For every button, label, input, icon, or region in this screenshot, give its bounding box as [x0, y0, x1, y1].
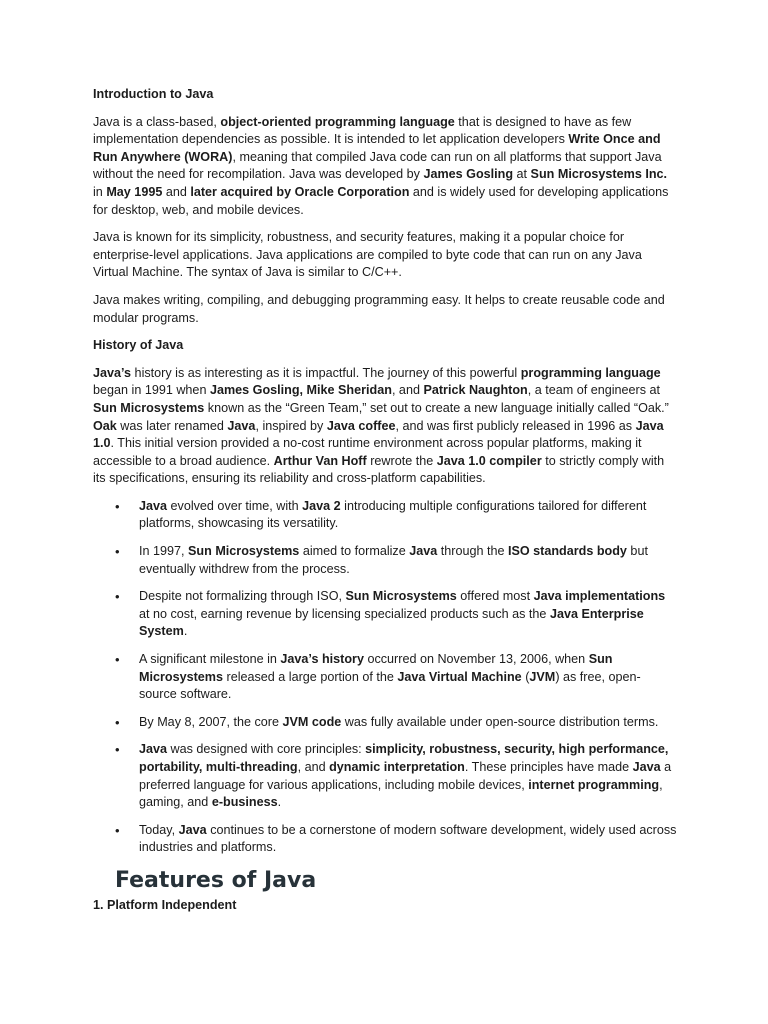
bold-text: Arthur Van Hoff — [273, 453, 367, 468]
bold-text: Sun Microsystems Inc. — [530, 167, 668, 182]
bullet-item: • Despite not formalizing through ISO, Sun Microsystems offered most Java implementations at no cost, earning revenue by licensing specialized products such as the Java Enterprise System. — [93, 588, 678, 641]
bold-text: JVM — [529, 669, 556, 684]
bold-text: Sun Microsystems — [93, 400, 205, 415]
bold-text: May 1995 — [106, 184, 163, 199]
bullet-item: • A significant milestone in Java’s history occurred on November 13, 2006, when Sun Microsystems released a large portion of the Java Virtual Machine (JVM) as free, open-source software. — [93, 651, 678, 704]
bold-text: object-oriented programming language — [220, 114, 455, 129]
bold-text: Java Enterprise System — [139, 606, 644, 639]
bold-text: Java — [178, 822, 207, 837]
bold-text: Java 1.0 — [93, 418, 664, 451]
bullet-item: • In 1997, Sun Microsystems aimed to formalize Java through the ISO standards body but eventually withdrew from the process. — [93, 543, 678, 578]
bullet-item: • Today, Java continues to be a cornerstone of modern software development, widely used across industries and platforms. — [93, 822, 678, 857]
bold-text: Java implementations — [533, 589, 666, 604]
bold-text: Java — [227, 418, 256, 433]
intro-paragraph-1: Java is a class-based, object-oriented programming language that is designed to have as few implementation dependencies as possible. It is intended to let application developers Write Once and Run Anywhere (WORA), meaning that compiled Java code can run on all platforms that support Java without the need for recompilation. Java was developed by James Gosling at Sun Microsystems Inc. in May 1995 and later acquired by Oracle Corporation and is widely used for developing applications for desktop, web, and mobile devices. — [93, 114, 669, 217]
bold-text: Java’s history — [280, 652, 364, 667]
bullet-item: • Java was designed with core principles: simplicity, robustness, security, high performance, portability, multi-threading, and dynamic interpretation. These principles have made Java a preferred language for various applications, including mobile devices, internet programming, gaming, and e-business. — [93, 741, 678, 811]
features-subheading-platform-independent: 1. Platform Independent — [93, 897, 237, 912]
bold-text: Oak — [93, 418, 117, 433]
bold-text: ISO standards body — [507, 544, 627, 559]
bold-text: Sun Microsystems — [139, 652, 613, 684]
bold-text: Java 2 — [302, 498, 341, 513]
intro-paragraph-2: Java is known for its simplicity, robustness, and security features, making it a popular choice for enterprise-level applications. Java applications are compiled to byte code that can run on any Java Virtual Machine. The syntax of Java is similar to C/C++. — [93, 230, 642, 280]
bold-text: Java — [139, 498, 168, 513]
bold-text: Java Virtual Machine — [397, 669, 522, 684]
bullet-item: • By May 8, 2007, the core JVM code was fully available under open-source distribution terms. — [93, 714, 678, 732]
bold-text: James Gosling — [423, 167, 514, 182]
bold-text: internet programming — [528, 777, 660, 792]
intro-paragraph-3: Java makes writing, compiling, and debugging programming easy. It helps to create reusable code and modular programs. — [93, 292, 665, 325]
bold-text: Write Once and Run Anywhere (WORA) — [93, 132, 661, 164]
document-page — [93, 86, 678, 915]
bold-text: Java — [632, 760, 661, 774]
bold-text: e-business — [211, 795, 278, 810]
history-paragraph: Java’s history is as interesting as it is impactful. The journey of this powerful programming language began in 1991 when James Gosling, Mike Sheridan, and Patrick Naughton, a team of engineers at Sun Microsystems known as the “Green Team,” set out to create a new language initially called “Oak.” Oak was later renamed Java, inspired by Java coffee, and was first publicly released in 1996 as Java 1.0. This initial version provided a no-cost runtime environment across popular platforms, making it accessible to a broad audience. Arthur Van Hoff rewrote the Java 1.0 compiler to strictly comply with its specifications, ensuring its reliability and cross-platform capabilities. — [93, 365, 669, 486]
bold-text: Sun Microsystems — [188, 544, 300, 559]
history-bullet-list — [93, 498, 678, 857]
intro-heading: Introduction to Java — [93, 87, 214, 101]
bold-text: simplicity, robustness, security, high performance, portability, multi-threading — [139, 742, 669, 774]
bold-text: Java’s — [93, 365, 132, 380]
bold-text: Java 1.0 compiler — [436, 453, 542, 468]
bold-text: Sun Microsystems — [345, 589, 457, 604]
bullet-item: • Java evolved over time, with Java 2 introducing multiple configurations tailored for different platforms, showcasing its versatility. — [93, 498, 678, 533]
bold-text: dynamic interpretation — [329, 760, 465, 774]
bold-text: Patrick Naughton — [423, 383, 528, 398]
bold-text: Java — [139, 742, 168, 757]
features-title: Features of Java — [115, 867, 317, 893]
bold-text: Java coffee — [326, 418, 396, 433]
bold-text: James Gosling, Mike Sheridan — [209, 383, 392, 398]
history-heading: History of Java — [93, 338, 184, 353]
bold-text: later acquired by Oracle Corporation — [190, 184, 410, 199]
bold-text: programming language — [520, 365, 661, 380]
bold-text: Java — [409, 544, 438, 559]
bold-text: JVM code — [282, 714, 342, 729]
